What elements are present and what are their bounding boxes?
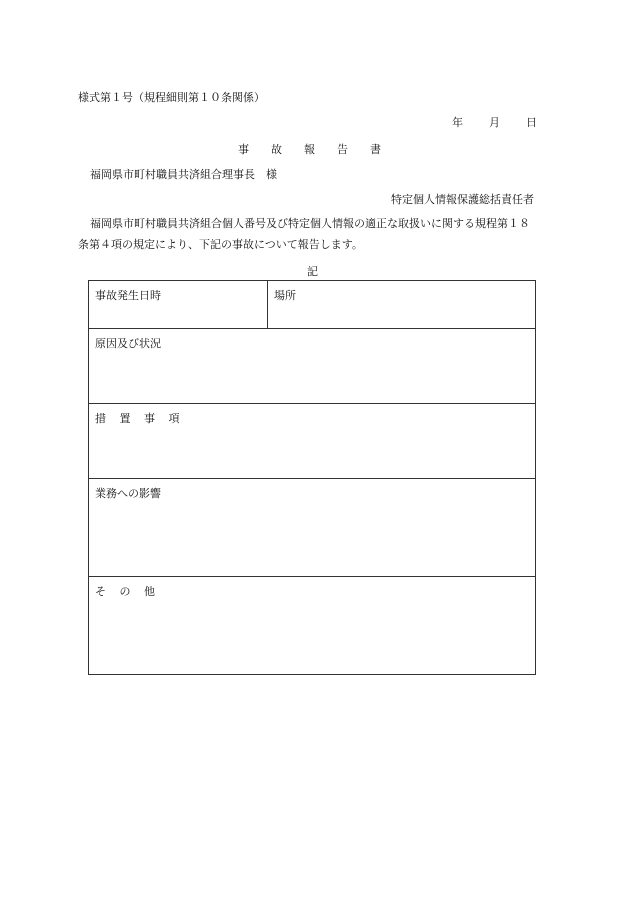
month-label: 月: [489, 116, 500, 129]
place-cell[interactable]: [268, 281, 536, 329]
other-cell[interactable]: [89, 577, 536, 675]
measures-label: 措 置 事 項: [95, 412, 185, 425]
table-row: [89, 281, 536, 329]
body-text: 福岡県市町村職員共済組合個人番号及び特定個人情報の適正な取扱いに関する規程第１８条第４項の規定により、下記の事故について報告します。: [78, 217, 530, 251]
table-row: [89, 329, 536, 404]
table-row: [89, 577, 536, 675]
title-char: 書: [370, 143, 381, 156]
title-char: 告: [337, 143, 348, 156]
impact-cell[interactable]: [89, 479, 536, 577]
impact-label: 業務への影響: [95, 487, 161, 500]
title-char: 事: [238, 143, 249, 156]
document-title: [238, 141, 381, 157]
ki-heading: 記: [307, 265, 318, 278]
occurrence-datetime-label: 事故発生日時: [95, 289, 161, 302]
place-label: 場所: [274, 289, 296, 302]
reporter-title: 特定個人情報保護総括責任者: [391, 193, 534, 206]
title-char: 報: [304, 143, 315, 156]
cause-label: 原因及び状況: [95, 337, 161, 350]
form-number: 様式第１号（規程細則第１０条関係）: [78, 91, 265, 104]
cause-cell[interactable]: [89, 329, 536, 404]
table-row: [89, 404, 536, 479]
measures-cell[interactable]: [89, 404, 536, 479]
title-char: 故: [271, 143, 282, 156]
date-line: [452, 114, 537, 130]
table-row: [89, 479, 536, 577]
report-table: [88, 280, 536, 675]
occurrence-datetime-cell[interactable]: [89, 281, 268, 329]
other-label: そ の 他: [95, 585, 160, 598]
day-label: 日: [526, 116, 537, 129]
addressee: 福岡県市町村職員共済組合理事長 様: [90, 168, 277, 181]
year-label: 年: [452, 116, 463, 129]
